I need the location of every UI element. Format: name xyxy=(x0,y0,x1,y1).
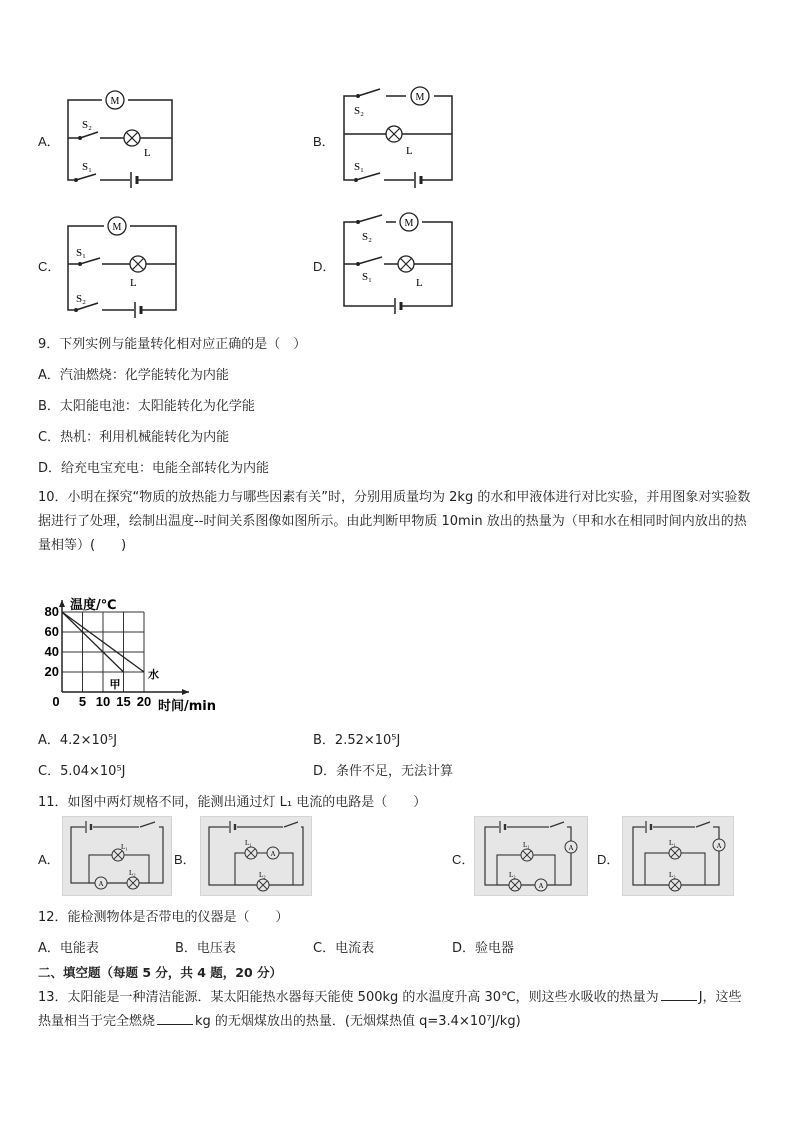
answer-blank-2[interactable] xyxy=(157,1012,193,1025)
svg-text:L₁: L₁ xyxy=(523,841,530,849)
circuit-svg xyxy=(63,817,171,895)
svg-text:M: M xyxy=(404,218,414,229)
y-tick-label: 40 xyxy=(44,644,59,659)
circuit-photo-c xyxy=(474,816,588,896)
circuit-svg xyxy=(60,216,180,316)
y-axis-label: 温度/℃ xyxy=(70,598,117,613)
svg-text:L₂: L₂ xyxy=(129,869,136,877)
option-d: D．条件不足，无法计算 xyxy=(313,764,454,779)
svg-text:L: L xyxy=(144,147,151,159)
option-c: C．电流表 xyxy=(313,941,375,956)
svg-text:S₁: S₁ xyxy=(82,161,92,173)
svg-text:M: M xyxy=(110,96,120,107)
svg-text:A: A xyxy=(538,882,544,890)
option-d: D．给充电宝充电：电能全部转化为内能 xyxy=(38,461,270,476)
circuit-svg xyxy=(201,817,311,895)
svg-text:L₁: L₁ xyxy=(669,839,676,847)
question-stem: 10．小明在探究“物质的放热能力与哪些因素有关”时，分别用质量均为 2kg 的水和甲液体进行对比实验，并用图象对实验数据进行了处理，绘制出温度--时间关系图像如图所示。由此判断甲物质 10min 放出的热量为（甲和水在相同时间内放出的热量相等）( ) xyxy=(38,490,751,553)
circuit-diagram-c xyxy=(60,216,180,320)
question-stem: 12．能检测物体是否带电的仪器是（ ） xyxy=(38,910,289,925)
svg-text:A: A xyxy=(270,850,276,858)
option-d: D．验电器 xyxy=(452,941,515,956)
circuit-svg xyxy=(623,817,733,895)
svg-text:S₂: S₂ xyxy=(362,231,372,243)
option-letter: D． xyxy=(597,852,620,867)
svg-text:L₁: L₁ xyxy=(121,843,128,851)
x-tick-label: 5 xyxy=(78,694,87,709)
option-letter: A． xyxy=(38,134,60,149)
option-b: B．2.52×10⁵J xyxy=(313,733,401,748)
option-a: A．电能表 xyxy=(38,941,99,956)
circuit-photo-d xyxy=(622,816,734,896)
svg-text:L₁: L₁ xyxy=(245,839,252,847)
svg-text:M: M xyxy=(415,92,425,103)
question-stem: 11．如图中两灯规格不同，能测出通过灯 L₁ 电流的电路是（ ） xyxy=(38,795,427,810)
circuit-svg xyxy=(340,86,460,186)
q13-text-3: 热量相当于完全燃烧 xyxy=(38,1014,156,1029)
circuit-svg xyxy=(60,90,180,186)
svg-text:L: L xyxy=(130,277,137,289)
option-b: B．电压表 xyxy=(175,941,236,956)
y-tick-label: 80 xyxy=(44,604,59,619)
option-b: B．太阳能电池：太阳能转化为化学能 xyxy=(38,399,255,414)
svg-text:S₁: S₁ xyxy=(354,161,364,173)
svg-text:L: L xyxy=(416,277,423,289)
x-tick-label: 0 xyxy=(52,694,60,709)
svg-text:L: L xyxy=(406,145,413,157)
svg-text:L₂: L₂ xyxy=(669,871,676,879)
circuit-svg xyxy=(340,212,460,312)
section-title: 二、填空题（每题 5 分，共 4 题，20 分） xyxy=(38,965,283,980)
y-axis-arrow xyxy=(59,600,65,607)
svg-text:L₂: L₂ xyxy=(509,871,516,879)
series-line xyxy=(62,612,124,672)
q13-text-1: 13．太阳能是一种清洁能源．某太阳能热水器每天能使 500kg 的水温度升高 30℃，则这些水吸收的热量为 xyxy=(38,990,659,1005)
option-letter: D． xyxy=(313,259,336,274)
circuit-photo-b xyxy=(200,816,312,896)
svg-text:S₂: S₂ xyxy=(82,119,92,131)
circuit-diagram-a xyxy=(60,90,180,190)
chart-svg xyxy=(34,582,244,712)
option-letter: C． xyxy=(38,259,61,274)
option-letter: C． xyxy=(452,852,475,867)
series-label: 水 xyxy=(148,668,159,681)
option-a: A．汽油燃烧：化学能转化为内能 xyxy=(38,368,229,383)
option-letter: B． xyxy=(174,852,196,867)
series-label: 甲 xyxy=(109,678,121,691)
option-c: C．5.04×10⁵J xyxy=(38,764,126,779)
svg-text:L₂: L₂ xyxy=(259,871,266,879)
option-c: C．热机：利用机械能转化为内能 xyxy=(38,430,230,445)
x-axis-arrow xyxy=(182,689,189,695)
x-tick-label: 20 xyxy=(136,694,152,709)
x-tick-label: 15 xyxy=(116,694,131,709)
x-tick-label: 10 xyxy=(95,694,111,709)
q13-text-4: kg 的无烟煤放出的热量．(无烟煤热值 q=3.4×10⁷J/kg) xyxy=(195,1014,521,1029)
question-stem: 9．下列实例与能量转化相对应正确的是（ ） xyxy=(38,337,307,352)
circuit-photo-a xyxy=(62,816,172,896)
question-13 xyxy=(38,986,758,1034)
svg-text:A: A xyxy=(568,844,574,852)
y-tick-label: 60 xyxy=(44,624,59,639)
y-tick-label: 20 xyxy=(44,664,59,679)
svg-text:A: A xyxy=(716,842,722,850)
svg-text:S₁: S₁ xyxy=(76,247,86,259)
svg-text:S₂: S₂ xyxy=(76,293,86,305)
option-letter: A． xyxy=(38,852,60,867)
answer-blank-1[interactable] xyxy=(661,988,697,1001)
svg-text:M: M xyxy=(112,222,122,233)
circuit-diagram-d xyxy=(340,212,460,316)
temperature-time-chart xyxy=(34,582,244,716)
q13-text-2: J，这些 xyxy=(698,990,742,1005)
circuit-diagram-b xyxy=(340,86,460,190)
svg-text:A: A xyxy=(98,880,104,888)
option-a: A．4.2×10⁵J xyxy=(38,733,118,748)
svg-text:S₂: S₂ xyxy=(354,105,364,117)
x-axis-label: 时间/min xyxy=(158,699,217,712)
circuit-svg xyxy=(475,817,587,895)
option-letter: B． xyxy=(313,134,335,149)
svg-text:S₁: S₁ xyxy=(362,271,372,283)
